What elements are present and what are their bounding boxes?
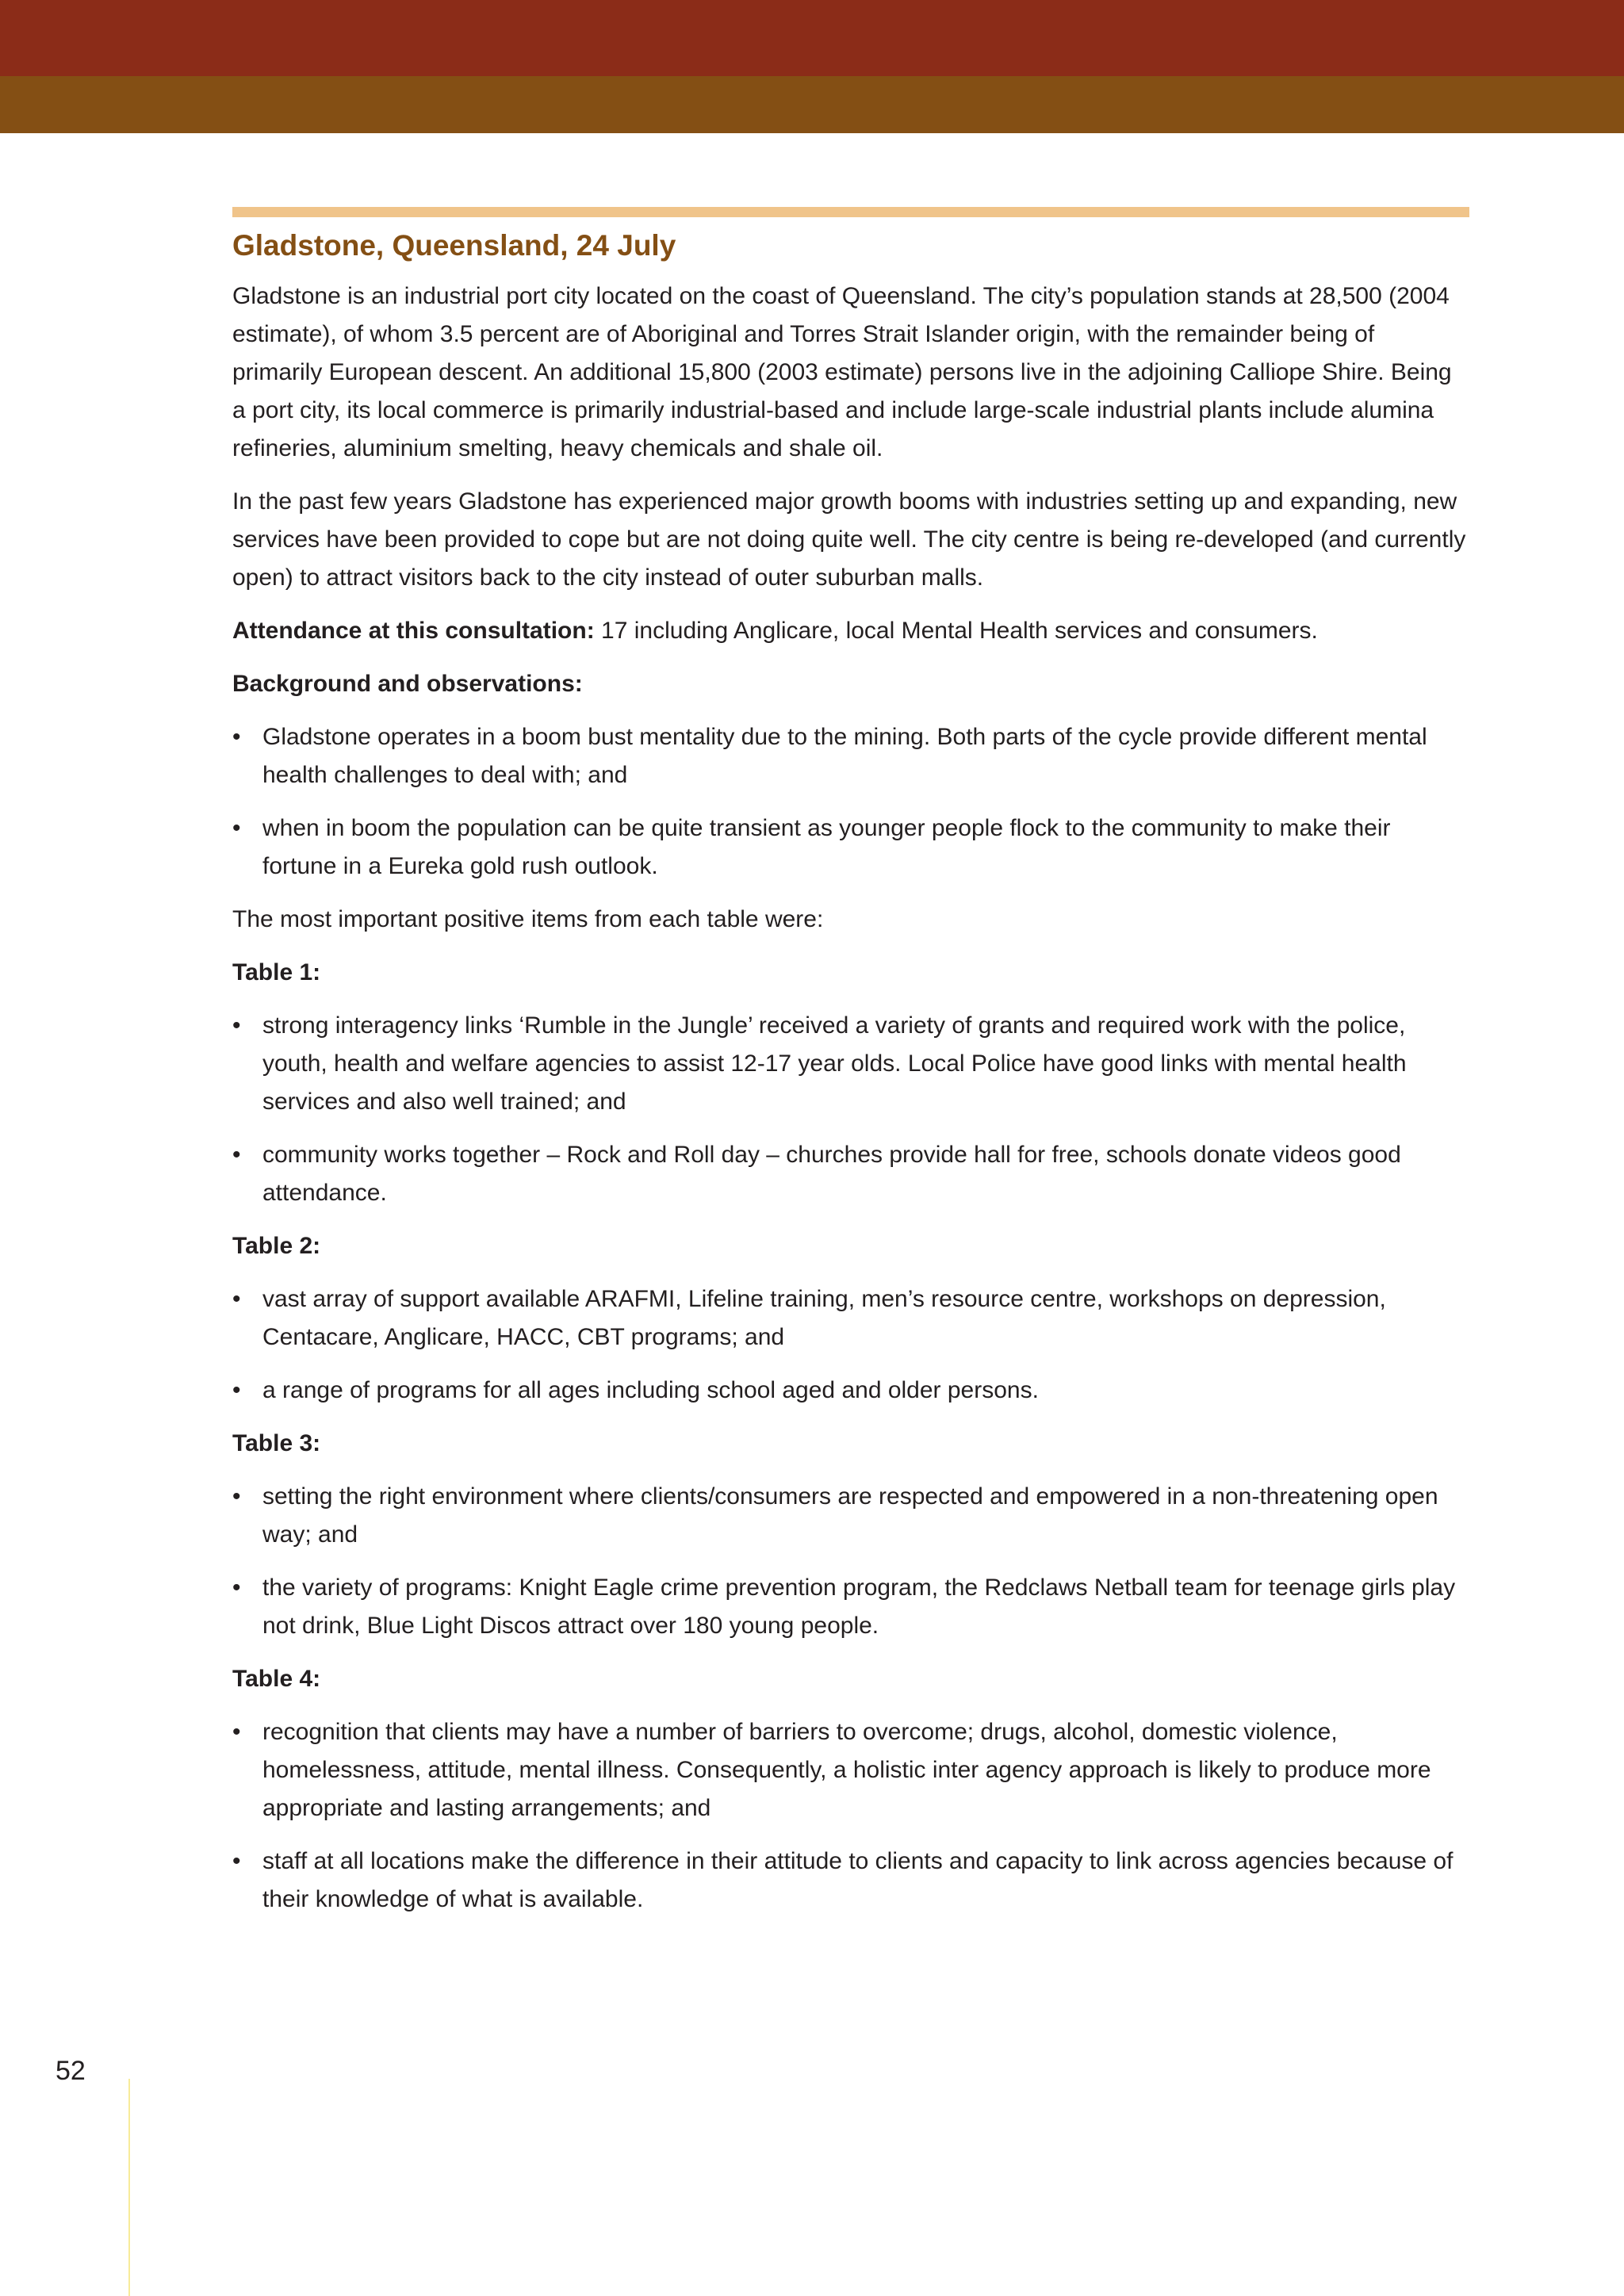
table-3-heading: Table 3: — [232, 1430, 321, 1456]
intro-paragraph: In the past few years Gladstone has experienced major growth booms with industries setting up and expanding, new services have been provided to cope but are not doing quite well. The city centre is being re-developed (and currently open) to attract visitors back to the city instead of outer suburban malls. — [232, 488, 1466, 591]
list-item-text: when in boom the population can be quite transient as younger people flock to the community to make their fortune in a Eureka gold rush outlook. — [262, 815, 1391, 879]
bullet-icon: • — [232, 1848, 241, 1874]
section-title: Gladstone, Queensland, 24 July — [232, 229, 676, 262]
bullet-icon: • — [232, 1286, 241, 1312]
list-item — [232, 1713, 1469, 1827]
list-item-text: community works together – Rock and Roll day – churches provide hall for free, schools donate videos good attendance. — [262, 1142, 1401, 1206]
table-4-heading: Table 4: — [232, 1666, 321, 1692]
intro-paragraph: Gladstone is an industrial port city located on the coast of Queensland. The city’s population stands at 28,500 (2004 estimate), of whom 3.5 percent are of Aboriginal and Torres Strait Islander origin, with the remainder being of primarily European descent. An additional 15,800 (2003 estimate) persons live in the adjoining Calliope Shire. Being a port city, its local commerce is primarily industrial-based and include large-scale industrial plants include alumina refineries, aluminium smelting, heavy chemicals and shale oil. — [232, 283, 1452, 461]
attendance-paragraph — [232, 612, 1469, 650]
bullet-icon: • — [232, 1575, 241, 1601]
list-item-text: Gladstone operates in a boom bust mentality due to the mining. Both parts of the cycle provide different mental health challenges to deal with; and — [262, 724, 1427, 788]
table-1-heading: Table 1: — [232, 959, 321, 985]
list-item-text: vast array of support available ARAFMI, Lifeline training, men’s resource centre, workshops on depression, Centacare, Anglicare, HACC, CBT programs; and — [262, 1286, 1386, 1350]
list-item-text: the variety of programs: Knight Eagle crime prevention program, the Redclaws Netball team for teenage girls play not drink, Blue Light Discos attract over 180 young people. — [262, 1575, 1456, 1639]
bullet-icon: • — [232, 1012, 241, 1039]
list-item — [232, 1280, 1469, 1357]
list-item-text: strong interagency links ‘Rumble in the Jungle’ received a variety of grants and required work with the police, youth, health and welfare agencies to assist 12-17 year olds. Local Police have good links with mental health services and also well trained; and — [262, 1012, 1407, 1115]
title-rule — [232, 207, 1469, 217]
list-item — [232, 1478, 1469, 1554]
list-item — [232, 1372, 1469, 1410]
page-number: 52 — [56, 2056, 86, 2086]
list-item — [232, 1007, 1469, 1121]
table-2-list — [232, 1280, 1469, 1410]
margin-divider — [128, 2079, 130, 2296]
list-item-text: recognition that clients may have a number of barriers to overcome; drugs, alcohol, domestic violence, homelessness, attitude, mental illness. Consequently, a holistic inter agency approach is likely to produce more appropriate and lasting arrangements; and — [262, 1719, 1431, 1821]
bullet-icon: • — [232, 1142, 241, 1168]
list-item — [232, 1136, 1469, 1212]
background-list — [232, 718, 1469, 886]
table-4-list — [232, 1713, 1469, 1919]
bullet-icon: • — [232, 1719, 241, 1745]
bullet-icon: • — [232, 724, 241, 750]
header-band-top — [0, 0, 1624, 76]
attendance-label: Attendance at this consultation: — [232, 618, 595, 644]
page-content — [232, 224, 1469, 1934]
attendance-text: 17 including Anglicare, local Mental Health services and consumers. — [594, 618, 1318, 644]
list-item — [232, 1843, 1469, 1919]
background-heading: Background and observations: — [232, 671, 583, 697]
bullet-icon: • — [232, 815, 241, 841]
header-band-secondary — [0, 76, 1624, 133]
table-2-heading: Table 2: — [232, 1233, 321, 1259]
table-1-list — [232, 1007, 1469, 1212]
list-item-text: staff at all locations make the difference in their attitude to clients and capacity to link across agencies because of their knowledge of what is available. — [262, 1848, 1454, 1912]
list-item-text: a range of programs for all ages including school aged and older persons. — [262, 1377, 1039, 1403]
table-3-list — [232, 1478, 1469, 1645]
list-item — [232, 809, 1469, 886]
bullet-icon: • — [232, 1377, 241, 1403]
list-item — [232, 1569, 1469, 1645]
list-item-text: setting the right environment where clients/consumers are respected and empowered in a non-threatening open way; and — [262, 1483, 1438, 1548]
list-item — [232, 718, 1469, 794]
positives-intro: The most important positive items from each table were: — [232, 906, 824, 932]
bullet-icon: • — [232, 1483, 241, 1510]
